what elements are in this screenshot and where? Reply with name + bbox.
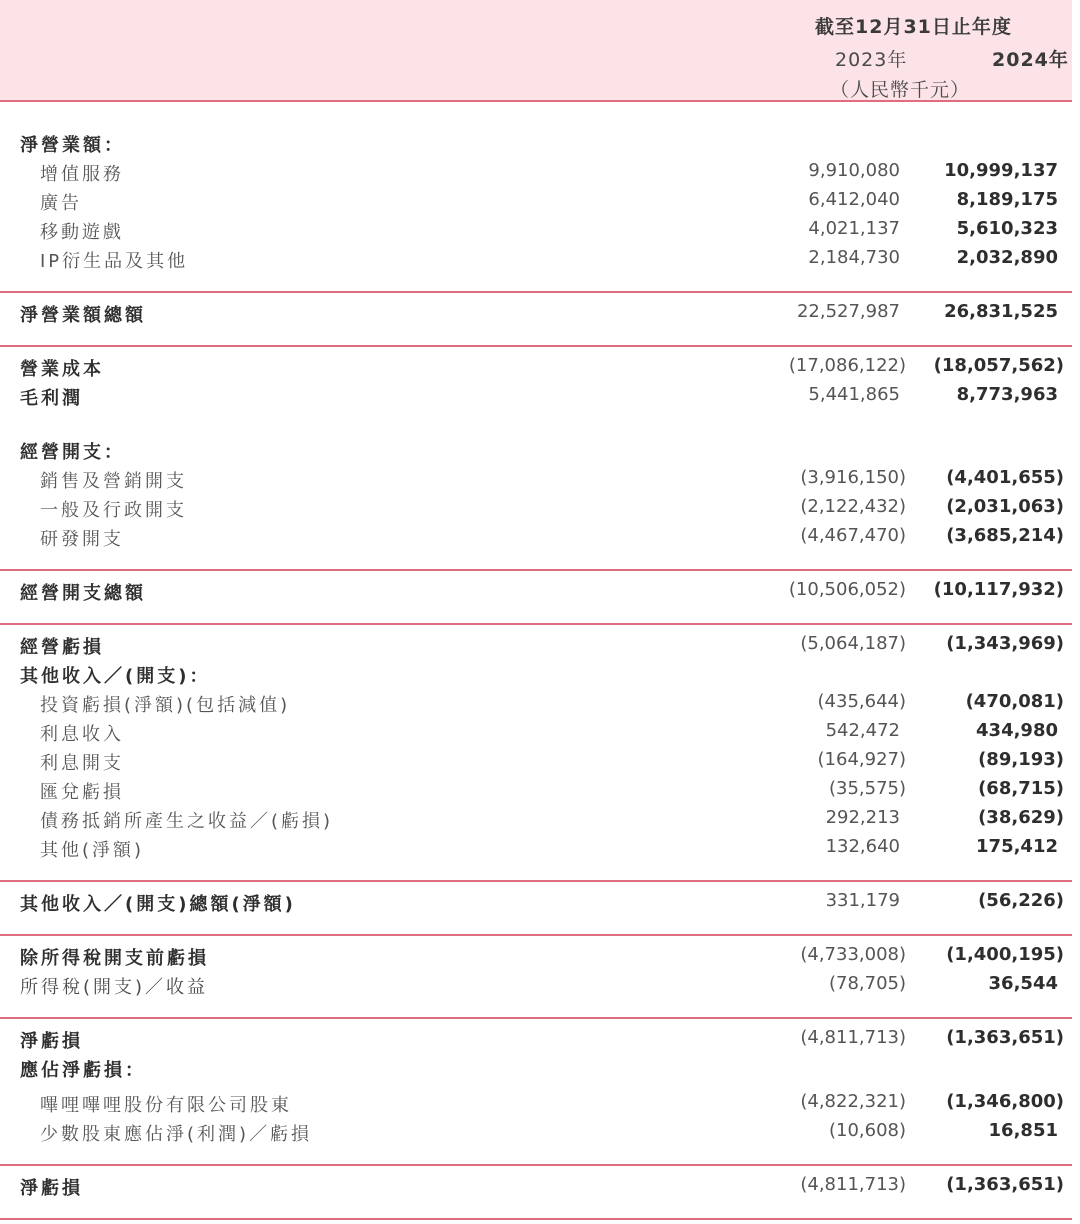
value-2023: (4,811,713) bbox=[800, 1174, 906, 1195]
value-2024: (1,346,800) bbox=[946, 1091, 1064, 1112]
value-2024: 16,851 bbox=[988, 1120, 1058, 1141]
value-2023: 331,179 bbox=[825, 890, 900, 911]
table-row bbox=[0, 351, 1072, 380]
row-label: 營業成本 bbox=[20, 359, 104, 380]
table-row bbox=[0, 774, 1072, 803]
row-label: 少數股東應佔淨(利潤)／虧損 bbox=[40, 1124, 313, 1145]
divider bbox=[0, 326, 1072, 351]
row-label: 其他收入／(開支)： bbox=[20, 666, 211, 687]
value-2024: (56,226) bbox=[978, 890, 1064, 911]
value-2023: (10,608) bbox=[828, 1120, 906, 1141]
row-label: 淨營業額總額 bbox=[20, 305, 146, 326]
table-row bbox=[0, 1170, 1072, 1199]
row-label: 淨營業額： bbox=[20, 135, 125, 156]
table-row bbox=[0, 463, 1072, 492]
value-2023: (4,733,008) bbox=[800, 944, 906, 965]
value-2023: 292,213 bbox=[825, 807, 900, 828]
row-label: 研發開支 bbox=[40, 529, 124, 550]
row-label: 經營開支： bbox=[20, 442, 125, 463]
row-label: 毛利潤 bbox=[20, 388, 83, 409]
row-label: 匯兌虧損 bbox=[40, 782, 124, 803]
table-row bbox=[0, 380, 1072, 409]
value-2024: 434,980 bbox=[976, 720, 1058, 741]
table-header bbox=[0, 0, 1072, 102]
value-2024: 10,999,137 bbox=[944, 160, 1058, 181]
value-2023: (10,506,052) bbox=[788, 579, 906, 600]
divider bbox=[0, 1199, 1072, 1224]
divider bbox=[0, 998, 1072, 1023]
value-2023: 542,472 bbox=[825, 720, 900, 741]
value-2023: (4,822,321) bbox=[800, 1091, 906, 1112]
row-label: 淨虧損 bbox=[20, 1031, 83, 1052]
divider bbox=[0, 915, 1072, 940]
table-row bbox=[0, 803, 1072, 832]
value-2024: 5,610,323 bbox=[956, 218, 1058, 239]
value-2023: (78,705) bbox=[828, 973, 906, 994]
row-label: 嗶哩嗶哩股份有限公司股東 bbox=[40, 1095, 292, 1116]
divider bbox=[0, 604, 1072, 629]
row-label: 所得稅(開支)／收益 bbox=[20, 977, 209, 998]
row-label: 投資虧損(淨額)(包括減值) bbox=[40, 695, 291, 716]
value-2023: (164,927) bbox=[817, 749, 906, 770]
value-2024: (89,193) bbox=[978, 749, 1064, 770]
table-row bbox=[0, 575, 1072, 604]
income-statement-table bbox=[0, 102, 1072, 1224]
row-label: 債務抵銷所產生之收益／(虧損) bbox=[40, 811, 334, 832]
value-2023: (4,467,470) bbox=[800, 525, 906, 546]
table-row bbox=[0, 940, 1072, 969]
value-2023: (4,811,713) bbox=[800, 1027, 906, 1048]
divider bbox=[0, 1145, 1072, 1170]
period-heading: 截至12月31日止年度 bbox=[815, 16, 1012, 38]
value-2023: (3,916,150) bbox=[800, 467, 906, 488]
value-2023: 4,021,137 bbox=[808, 218, 900, 239]
value-2024: 26,831,525 bbox=[944, 301, 1058, 322]
value-2023: 132,640 bbox=[825, 836, 900, 857]
row-label: 其他(淨額) bbox=[40, 840, 145, 861]
row-label: 應佔淨虧損： bbox=[20, 1060, 146, 1081]
table-row bbox=[0, 745, 1072, 774]
table-row bbox=[0, 1116, 1072, 1145]
value-2023: 9,910,080 bbox=[808, 160, 900, 181]
value-2024: (1,363,651) bbox=[946, 1027, 1064, 1048]
column-2023: 2023年 bbox=[835, 49, 908, 71]
table-row bbox=[0, 1052, 1072, 1081]
row-label: 利息開支 bbox=[40, 753, 124, 774]
table-row bbox=[0, 886, 1072, 915]
value-2024: 175,412 bbox=[976, 836, 1058, 857]
divider bbox=[0, 861, 1072, 886]
table-row bbox=[0, 969, 1072, 998]
table-row bbox=[0, 156, 1072, 185]
value-2024: (18,057,562) bbox=[933, 355, 1064, 376]
value-2023: (5,064,187) bbox=[800, 633, 906, 654]
row-label: 一般及行政開支 bbox=[40, 500, 187, 521]
value-2023: (35,575) bbox=[828, 778, 906, 799]
value-2024: (3,685,214) bbox=[946, 525, 1064, 546]
row-label: 廣告 bbox=[40, 193, 82, 214]
value-2023: 5,441,865 bbox=[808, 384, 900, 405]
value-2024: (1,400,195) bbox=[946, 944, 1064, 965]
row-label: 銷售及營銷開支 bbox=[40, 471, 187, 492]
table-row bbox=[0, 127, 1072, 156]
value-2023: (17,086,122) bbox=[788, 355, 906, 376]
row-label: 利息收入 bbox=[40, 724, 124, 745]
value-2024: (4,401,655) bbox=[946, 467, 1064, 488]
value-2024: (470,081) bbox=[965, 691, 1064, 712]
table-row bbox=[0, 832, 1072, 861]
column-2024: 2024年 bbox=[992, 49, 1069, 71]
table-row bbox=[0, 185, 1072, 214]
row-label: 增值服務 bbox=[40, 164, 124, 185]
table-row bbox=[0, 434, 1072, 463]
row-label: IP衍生品及其他 bbox=[40, 251, 189, 272]
value-2023: (2,122,432) bbox=[800, 496, 906, 517]
table-row bbox=[0, 297, 1072, 326]
table-row bbox=[0, 521, 1072, 550]
row-label: 移動遊戲 bbox=[40, 222, 124, 243]
value-2024: 8,773,963 bbox=[956, 384, 1058, 405]
table-row bbox=[0, 243, 1072, 272]
value-2024: 8,189,175 bbox=[956, 189, 1058, 210]
value-2023: 6,412,040 bbox=[808, 189, 900, 210]
table-row bbox=[0, 716, 1072, 745]
row-label: 經營虧損 bbox=[20, 637, 104, 658]
value-2023: (435,644) bbox=[817, 691, 906, 712]
row-label: 淨虧損 bbox=[20, 1178, 83, 1199]
value-2024: 2,032,890 bbox=[956, 247, 1058, 268]
row-label: 其他收入／(開支)總額(淨額) bbox=[20, 894, 296, 915]
value-2024: (1,363,651) bbox=[946, 1174, 1064, 1195]
row-label: 經營開支總額 bbox=[20, 583, 146, 604]
row-label: 除所得稅開支前虧損 bbox=[20, 948, 209, 969]
table-row bbox=[0, 687, 1072, 716]
table-row bbox=[0, 492, 1072, 521]
value-2023: 22,527,987 bbox=[796, 301, 900, 322]
value-2024: (10,117,932) bbox=[933, 579, 1064, 600]
divider bbox=[0, 550, 1072, 575]
table-row bbox=[0, 658, 1072, 687]
value-2024: 36,544 bbox=[988, 973, 1058, 994]
value-2024: (68,715) bbox=[978, 778, 1064, 799]
value-2023: 2,184,730 bbox=[808, 247, 900, 268]
value-2024: (38,629) bbox=[978, 807, 1064, 828]
value-2024: (1,343,969) bbox=[946, 633, 1064, 654]
table-row bbox=[0, 1023, 1072, 1052]
table-row bbox=[0, 1087, 1072, 1116]
table-row bbox=[0, 214, 1072, 243]
divider bbox=[0, 272, 1072, 297]
value-2024: (2,031,063) bbox=[946, 496, 1064, 517]
spacer bbox=[0, 409, 1072, 434]
table-row bbox=[0, 629, 1072, 658]
currency-unit: （人民幣千元） bbox=[830, 79, 971, 101]
